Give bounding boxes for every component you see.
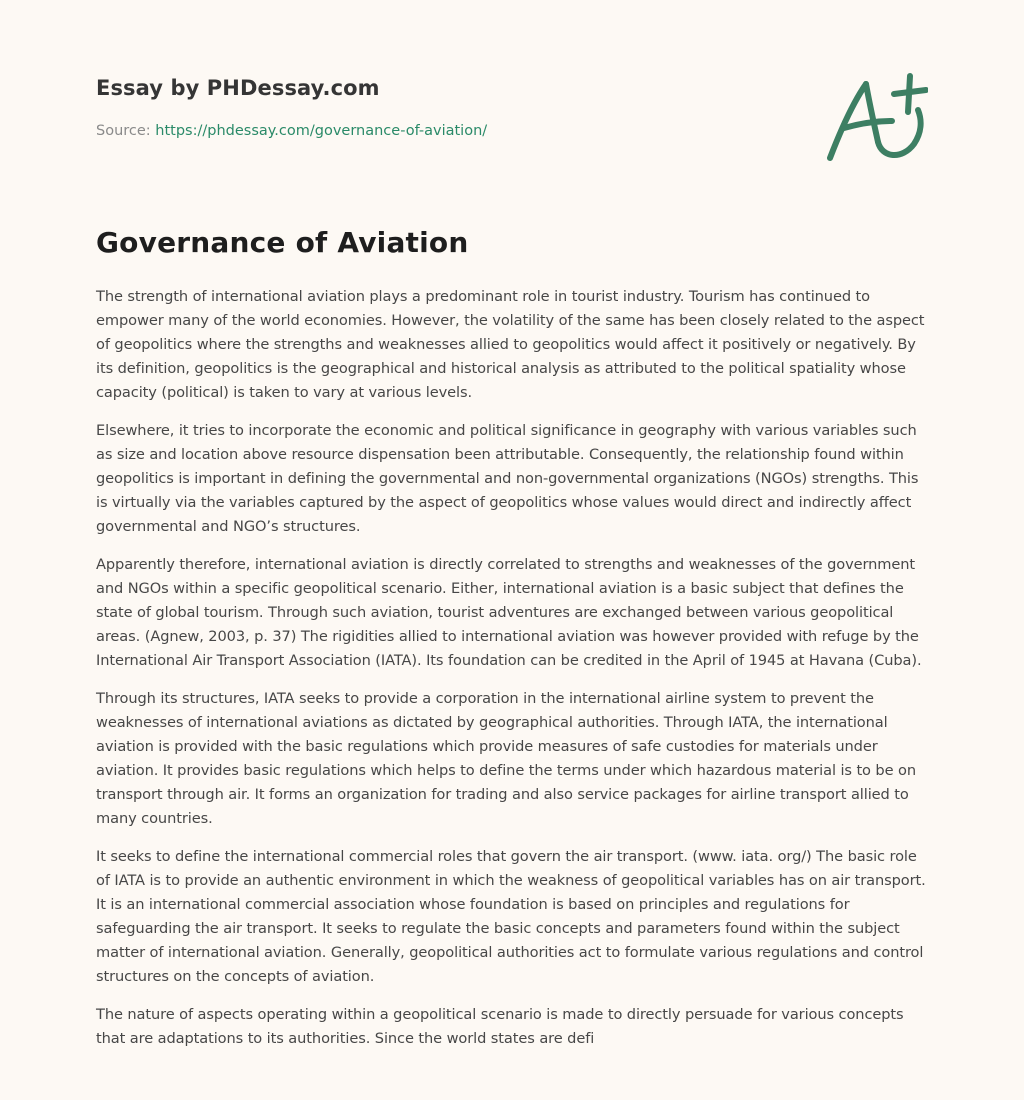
source-label: Source: (96, 123, 151, 139)
essay-title: Governance of Aviation (96, 226, 469, 259)
page-header (96, 0, 932, 200)
source-line (96, 123, 487, 139)
essay-body (96, 285, 932, 1065)
site-title: Essay by PHDessay.com (96, 76, 380, 100)
essay-paragraph: The nature of aspects operating within a geopolitical scenario is made to directly persuade for various concepts that are adaptations to its authorities. Since the world states are defi (96, 1006, 904, 1047)
essay-paragraph: Elsewhere, it tries to incorporate the economic and political significance in geography with various variables such as size and location above resource dispensation been attributable. Consequently, the relationship found within geopolitics is important in defining the governmental and non-governmental organizations (NGOs) strengths. This is virtually via the variables captured by the aspect of geopolitics whose values would direct and indirectly affect governmental and NGO’s structures. (96, 422, 919, 535)
essay-page (96, 0, 932, 1047)
essay-paragraph: Through its structures, IATA seeks to provide a corporation in the international airline system to prevent the weaknesses of international aviations as dictated by geographical authorities. Through IATA, the international aviation is provided with the basic regulations which provide measures of safe custodies for materials under aviation. It provides basic regulations which helps to define the terms under which hazardous material is to be on transport through air. It forms an organization for trading and also service packages for airline transport allied to many countries. (96, 690, 916, 827)
essay-paragraph: Apparently therefore, international aviation is directly correlated to strengths and weaknesses of the government and NGOs within a specific geopolitical scenario. Either, international aviation is a basic subject that defines the state of global tourism. Through such aviation, tourist adventures are exchanged between various geopolitical areas. (Agnew, 2003, p. 37) The rigidities allied to international aviation was however provided with refuge by the International Air Transport Association (IATA). Its foundation can be credited in the April of 1945 at Havana (Cuba). (96, 556, 922, 669)
essay-paragraph: The strength of international aviation plays a predominant role in tourist industry. Tourism has continued to empower many of the world economies. However, the volatility of the same has been closely related to the aspect of geopolitics where the strengths and weaknesses allied to geopolitics would affect it positively or negatively. By its definition, geopolitics is the geographical and historical analysis as attributed to the political spatiality whose capacity (political) is taken to vary at various levels. (96, 288, 925, 401)
essay-paragraph: It seeks to define the international commercial roles that govern the air transport. (www. iata. org/) The basic role of IATA is to provide an authentic environment in which the weakness of geopolitical variables has on air transport. It is an international commercial association whose foundation is based on principles and regulations for safeguarding the air transport. It seeks to regulate the basic concepts and parameters found within the subject matter of international aviation. Generally, geopolitical authorities act to formulate various regulations and control structures on the concepts of aviation. (96, 848, 926, 985)
a-plus-grade-icon (822, 66, 928, 166)
source-link[interactable]: https://phdessay.com/governance-of-aviation/ (155, 123, 488, 139)
